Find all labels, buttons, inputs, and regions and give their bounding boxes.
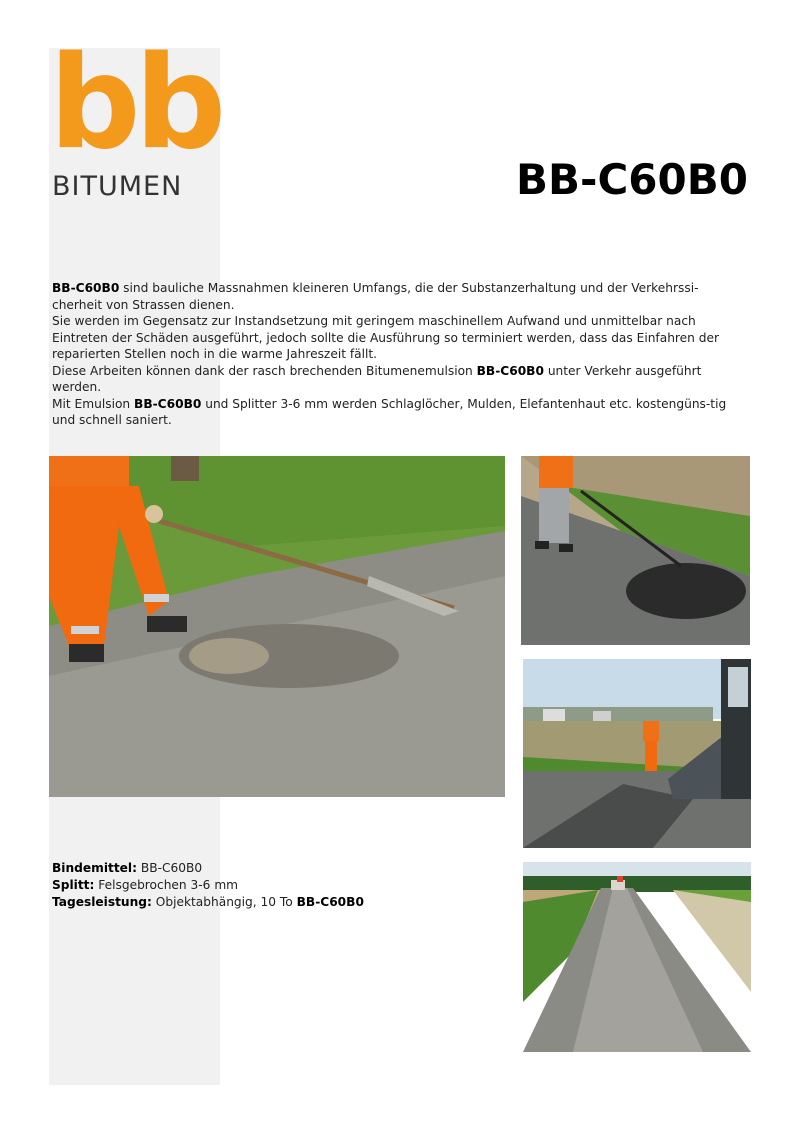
intro-text-1: sind bauliche Massnahmen kleineren Umfangs, die der Substanzerhaltung und der Verkehrssi-cherheit von Strassen dienen. (52, 281, 699, 312)
spec-chip-value: Felsgebrochen 3-6 mm (94, 878, 239, 892)
product-name: BB-C60B0 (52, 281, 120, 295)
photo-worker-raking (49, 456, 505, 797)
spec-binder (52, 860, 364, 877)
intro-text-4a: Mit Emulsion (52, 396, 135, 411)
spec-list (52, 860, 364, 911)
logo-wordmark: BITUMEN (52, 171, 183, 202)
spec-output-label: Tagesleistung: (52, 895, 152, 909)
product-name: BB-C60B0 (134, 396, 202, 411)
spec-output (52, 894, 364, 911)
spec-binder-value: BB-C60B0 (136, 861, 203, 875)
intro-paragraph-2: Sie werden im Gegensatz zur Instandsetzung mit geringem maschinellem Aufwand und unmittelbar nach Eintreten der Schäden ausgeführt, jedoch sollte die Ausführung so terminiert werden, dass das Einfahren der reparierten Stellen noch in die warme Jahreszeit fällt. (52, 314, 719, 361)
intro-paragraph-3 (52, 363, 742, 396)
spec-output-value: Objektabhängig, 10 To (151, 895, 297, 909)
product-name: BB-C60B0 (476, 363, 544, 378)
photo-repaired-road (523, 862, 751, 1052)
intro-text-3b: unter Verkehr ausgeführt werden. (52, 363, 702, 394)
photo-worker-with-truck (523, 659, 751, 848)
intro-text-4b: und Splitter 3-6 mm werden Schlaglöcher, Mulden, Elefantenhaut etc. kostengüns-tig und schnell saniert. (52, 396, 727, 427)
intro-text-3a: Diese Arbeiten können dank der rasch brechenden Bitumenemulsion (52, 363, 477, 378)
logo-letters: bb (49, 29, 221, 178)
page-title: BB-C60B0 (516, 155, 748, 204)
intro-paragraph-4 (52, 396, 742, 429)
spec-binder-label: Bindemittel: (52, 861, 137, 875)
spec-chip (52, 877, 364, 894)
spec-chip-label: Splitt: (52, 878, 95, 892)
photo-emulsion-spraying (521, 456, 750, 645)
intro-text (52, 280, 742, 429)
intro-paragraph-1 (52, 280, 742, 313)
spec-output-product: BB-C60B0 (296, 895, 364, 909)
